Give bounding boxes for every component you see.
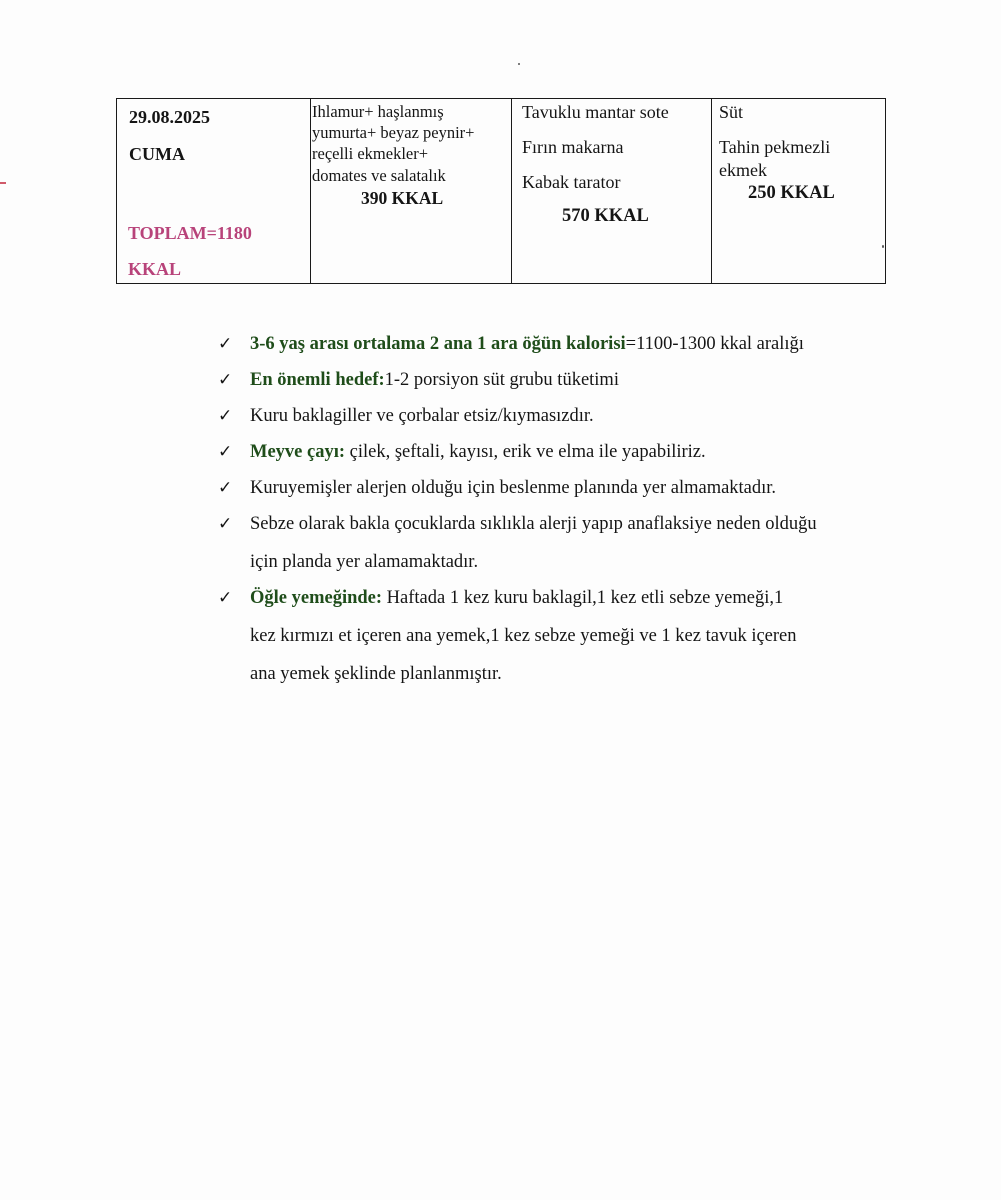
snack-item: Tahin pekmezli bbox=[719, 137, 831, 157]
day-cell bbox=[117, 99, 311, 283]
lunch-item: Tavuklu mantar sote bbox=[522, 102, 669, 122]
lunch-item: Kabak tarator bbox=[522, 172, 621, 192]
note-text: =1100-1300 kkal aralığı bbox=[625, 334, 804, 354]
snack-cell bbox=[712, 99, 885, 283]
lunch-kcal: 570 KKAL bbox=[562, 206, 649, 226]
check-icon: ✓ bbox=[218, 588, 233, 608]
scan-speck bbox=[518, 63, 520, 65]
lunch-item: Fırın makarna bbox=[522, 137, 624, 157]
note-label: Öğle yemeğinde: bbox=[250, 588, 383, 608]
note-text-continued: kez kırmızı et içeren ana yemek,1 kez sebze yemeği ve 1 kez tavuk içeren bbox=[250, 626, 797, 646]
note-text: Sebze olarak bakla çocuklarda sıklıkla alerji yapıp anaflaksiye neden olduğu bbox=[250, 514, 817, 534]
breakfast-cell bbox=[311, 99, 512, 283]
check-icon: ✓ bbox=[218, 406, 233, 426]
note-label: Meyve çayı: bbox=[250, 442, 346, 462]
snack-item: ekmek bbox=[719, 160, 767, 180]
day-label: CUMA bbox=[129, 144, 185, 164]
check-icon: ✓ bbox=[218, 478, 233, 498]
note-text-continued: ana yemek şeklinde planlanmıştır. bbox=[250, 664, 502, 684]
note-label: 3-6 yaş arası ortalama 2 ana 1 ara öğün kalorisi bbox=[250, 334, 626, 354]
breakfast-line: yumurta+ beyaz peynir+ bbox=[312, 123, 475, 142]
breakfast-line: reçelli ekmekler+ bbox=[312, 144, 429, 163]
snack-item: Süt bbox=[719, 102, 744, 122]
menu-table bbox=[116, 98, 886, 284]
check-icon: ✓ bbox=[218, 442, 233, 462]
note-text: Kuruyemişler alerjen olduğu için beslenme planında yer almamaktadır. bbox=[250, 478, 777, 498]
note-item bbox=[218, 470, 918, 506]
note-text-continued: için planda yer alamamaktadır. bbox=[250, 552, 479, 572]
breakfast-line: domates ve salatalık bbox=[312, 166, 446, 185]
note-item bbox=[218, 398, 918, 434]
edge-mark bbox=[0, 182, 6, 184]
note-item bbox=[218, 434, 918, 470]
note-item bbox=[218, 362, 918, 398]
note-item bbox=[218, 580, 918, 692]
note-text: Kuru baklagiller ve çorbalar etsiz/kıymasızdır. bbox=[250, 406, 594, 426]
check-icon: ✓ bbox=[218, 514, 233, 534]
note-item bbox=[218, 326, 918, 362]
total-calories: TOPLAM=1180 bbox=[128, 223, 252, 243]
total-calories-unit: KKAL bbox=[128, 259, 182, 279]
notes-list bbox=[218, 326, 918, 692]
check-icon: ✓ bbox=[218, 370, 233, 390]
note-text: Haftada 1 kez kuru baklagil,1 kez etli sebze yemeği,1 bbox=[382, 588, 784, 608]
breakfast-line: Ihlamur+ haşlanmış bbox=[312, 102, 444, 121]
note-label: En önemli hedef: bbox=[250, 370, 385, 390]
breakfast-kcal: 390 KKAL bbox=[361, 188, 444, 208]
snack-kcal: 250 KKAL bbox=[748, 183, 835, 203]
lunch-cell bbox=[512, 99, 712, 283]
note-item bbox=[218, 506, 918, 580]
note-text: çilek, şeftali, kayısı, erik ve elma ile yapabiliriz. bbox=[345, 442, 706, 462]
check-icon: ✓ bbox=[218, 334, 233, 354]
note-text: 1-2 porsiyon süt grubu tüketimi bbox=[384, 370, 619, 390]
date-label: 29.08.2025 bbox=[129, 107, 210, 127]
